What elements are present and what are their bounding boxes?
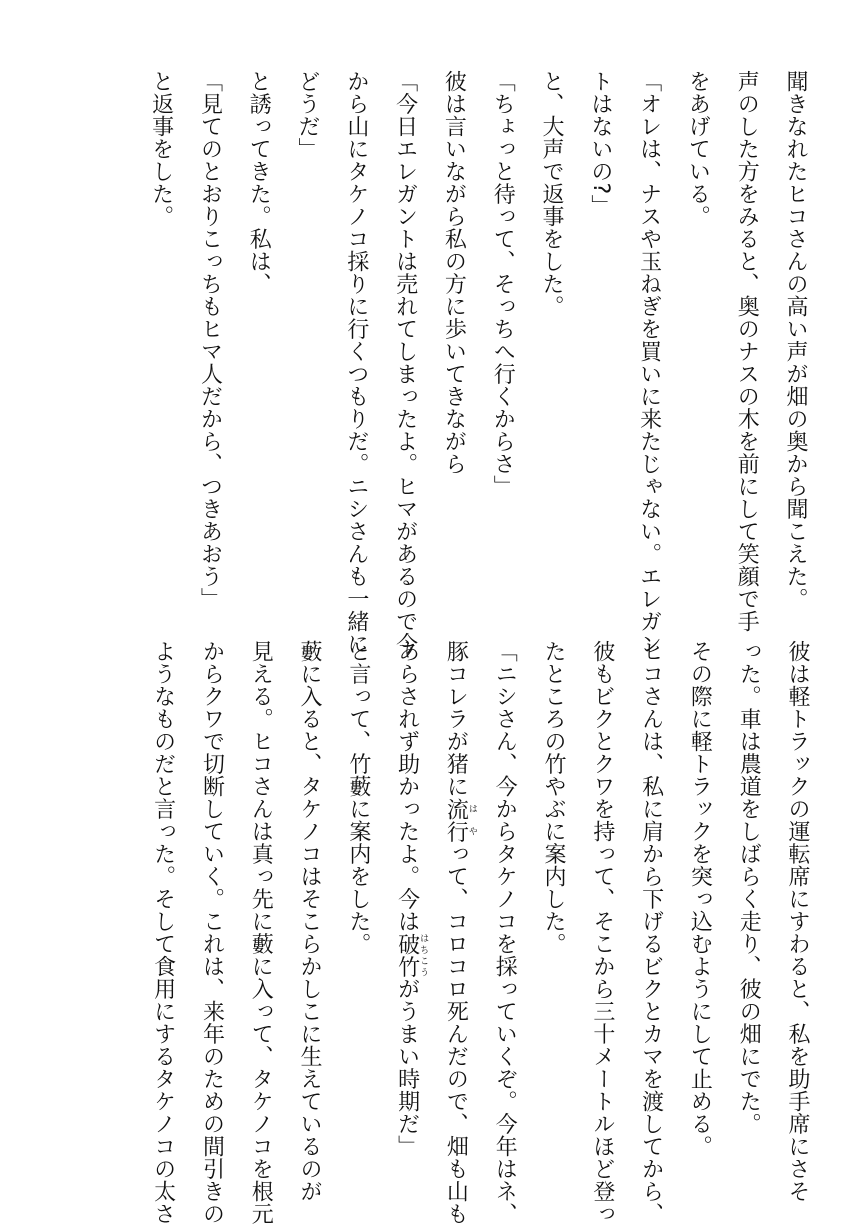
text-line: と、大声で返事をした。 <box>526 70 575 590</box>
text-line: 声のした方をみると、奥のナスの木を前にして笑顔で手 <box>721 70 770 590</box>
text-line: 彼は軽トラックの運転席にすわると、私を助手席にさそ <box>772 640 821 1160</box>
ruby-annotation <box>443 798 468 843</box>
text-line: からクワで切断していく。これは、来年のための間引きの <box>187 640 236 1160</box>
text-line-with-ruby <box>431 640 480 1160</box>
text-line: と誘ってきた。私は、 <box>233 70 282 590</box>
text-segment: あらされず助かったよ。今は <box>395 640 420 933</box>
text-segment: がうまい時期だ」 <box>395 978 420 1158</box>
text-line: と言って、竹藪に案内をした。 <box>333 640 382 1160</box>
ruby-base: 流行 <box>443 798 468 843</box>
text-line: ようなものだと言った。そして食用にするタケノコの太さ <box>138 640 187 1160</box>
text-line: 彼もビクとクワを持って、そこから三十メートルほど登っ <box>577 640 626 1160</box>
text-line: ヒコさんは、私に肩から下げるビクとカマを渡してから、 <box>626 640 675 1160</box>
text-line-with-ruby <box>382 640 431 1160</box>
text-block-bottom <box>41 640 821 1160</box>
text-line: 「ちょっと待って、そっちへ行くからさ」 <box>477 70 526 590</box>
text-line: 「今日エレガントは売れてしまったよ。ヒマがあるので今 <box>380 70 429 590</box>
text-line: トはないの?」 <box>575 70 624 590</box>
text-line: 「オレは、ナスや玉ねぎを買いに来たじゃない。エレガン <box>624 70 673 590</box>
ruby-annotation <box>395 933 420 978</box>
text-block-top <box>39 70 819 590</box>
text-line: たところの竹やぶに案内した。 <box>528 640 577 1160</box>
text-segment: って、コロコロ死んだので、畑も山も <box>443 843 468 1225</box>
text-line: をあげている。 <box>673 70 722 590</box>
text-line: 見える。ヒコさんは真っ先に藪に入って、タケノコを根元 <box>235 640 284 1160</box>
text-line: と返事をした。 <box>136 70 185 590</box>
text-line: 「見てのとおりこっちもヒマ人だから、つきあおう」 <box>185 70 234 590</box>
ruby-reading: はちこう <box>418 933 428 978</box>
text-line: その際に軽トラックを突っ込むようにして止める。 <box>675 640 724 1160</box>
text-line: 藪に入ると、タケノコはそこらかしこに生えているのが <box>284 640 333 1160</box>
text-line: った。車は農道をしばらく走り、彼の畑にでた。 <box>723 640 772 1160</box>
text-line: から山にタケノコ採りに行くつもりだ。ニシさんも一緒に <box>331 70 380 590</box>
text-line: 聞きなれたヒコさんの高い声が畑の奥から聞こえた。 <box>770 70 819 590</box>
text-line: 「ニシさん、今からタケノコを採っていくぞ。今年はネ、 <box>479 640 528 1160</box>
text-line: 彼は言いながら私の方に歩いてきながら <box>429 70 478 590</box>
ruby-reading: はや <box>467 798 477 843</box>
text-segment: 豚コレラが猪に <box>443 640 468 798</box>
text-line: どうだ」 <box>282 70 331 590</box>
ruby-base: 破竹 <box>395 933 420 978</box>
